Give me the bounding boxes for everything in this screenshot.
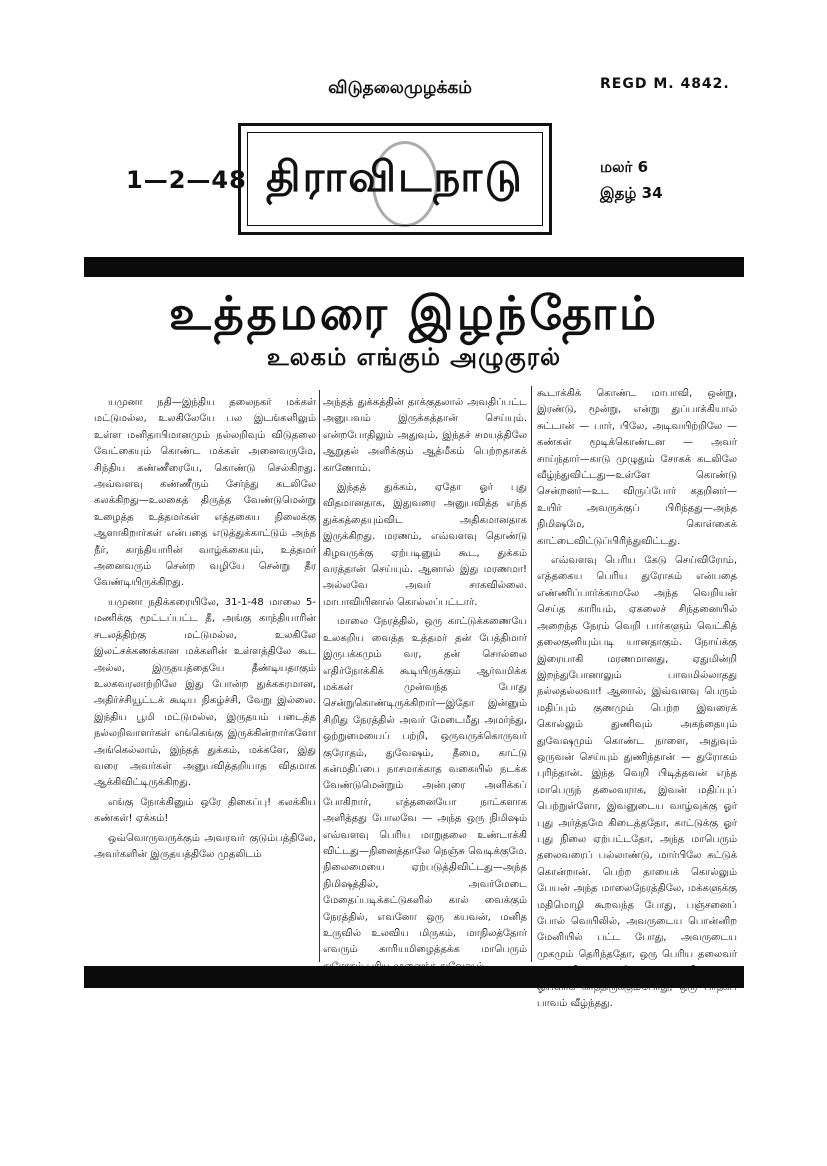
newspaper-title: திராவிடநாடு [266, 151, 524, 201]
subheadline: உலகம் எங்கும் அழுகுரல் [266, 343, 562, 371]
paragraph: மாலை நேரத்தில், ஒரு காட்டுக்கணையே உலகறிய வைத்த உத்தமர் தன் பேத்திமார் இருபக்கமும் வர, தன் சொல்லை எதிர்நோக்கிக் கூடியிருக்கும் ஆர்வமிக்க மக்கள் முன்வந்த போது சென்றுகொண்டிருக்கிறார்—இதோ இன்னும் சிறிது நேரத்தில் அவர் மேடைமீது அமர்ந்து, ஒற்றுமையைப் பற்றி, ஒருவருக்கொருவர் குரோதம், துவேஷம், தீமை, காட்டு கன்மதிப்பை நாசமாக்காத வகையில் நடக்க வேண்டுமென்றும் அன்புரை அளிக்கப் போகிறார், எத்தனையோ நாட்களாக அளித்தது போலவே — அந்த ஒரு நிமிஷம் எவ்வளவு பெரிய மாறுதலை உண்டாக்கி விட்டது—நினைத்தாலே நெஞ்சு வெடிக்குமே. நிலைமையை ஏற்படுத்திவிட்டது—அந்த நிமிஷத்தில், அவர்மேடை மேதைப்படிக்கட்டுகளில் கால் வைக்கும் நேரத்தில், எவனோ ஒரு கயவன், மனித உருவில் உலவிய மிருகம், மாநிலத்தோர் எவரும் காரியமிழைத்தக்க மாபெரும் [323, 616, 527, 956]
paragraph: யமுனா நதி—இந்திய தலைநகர் மக்கள் மட்டுமல்ல, உலகிலேயே பல இடங்களிலும் உள்ள மனிதாபிமானமும் நல்லறிவும் விடுதலை வேட்கையும் கொண்ட மக்கள் அனைவருமே, சிந்திய கண்ணீரையே, கொண்டு செல்கிறது. அவ்வளவு கண்ணீரும் சேர்ந்து கடலிலே கலக்கிறது—உலகைத் திருத்த வேண்டுமென்று உழைத்த உத்தமர்கள் எத்தகைய நிலைக்கு ஆளாகிறார்கள் என்பதை எடுத்துக்காட்டும் அந்த நீர், காந்தியாரின் வாழ்க்கையும், உத்தமர் அனைவரும் சென்ற வழியே சென்று தீர வேண்டியிருக்கிறது. [94, 397, 316, 589]
bottom-rule [84, 966, 744, 988]
paragraph: இந்தத் துக்கம், ஏதோ ஓர் புது விதமானதாக, இதுவரை அனுபவித்த எந்த துக்கத்தையும்விட அதிகமானதாக இருக்கிறது. மரணம், எவ்வளவு தொண்டு கிழவருக்கு ஏற்படினும் கூட, துக்கம் வரத்தான் செய்யும். ஆனால் இது மரணமா! அல்லவே அவர் சாகவில்லை. மாபாவியினால் கொல்லப்பட்டார். [323, 482, 527, 608]
column-divider [319, 390, 320, 962]
article-column-3 [537, 386, 737, 1010]
top-rule [84, 257, 744, 277]
masthead-title-box [238, 123, 552, 235]
masthead-motto: விடுதலைமுழக்கம் [328, 78, 472, 98]
volume-number: மலர் 6 [600, 158, 649, 176]
paragraph: ஒவ்வொருவருக்கும் அவரவர் குடும்பத்திலே, அவர்களின் இருதயத்திலே முதலிடம் [94, 832, 316, 860]
globe-emblem-icon [372, 141, 438, 227]
registration-number: REGD M. 4842. [600, 76, 730, 92]
issue-date: 1—2—48 [126, 166, 247, 194]
paragraph: யமுனா நதிக்கரையிலே, 31-1-48 மாலை 5-மணிக்கு மூட்டப்பட்ட தீ, அங்கு காந்தியாரின் சடலத்திற்கு மட்டுமல்ல, உலகிலே இலட்சக்கணக்கான மக்களின் உள்ளத்திலே கூட அல்ல, இருதயத்தையே தீண்டியதாகும் உலகவரலாற்றிலே இது போன்ற துக்ககரமான, அதிர்ச்சியூட்டக் கூடிய நிகழ்ச்சி, வேறு இல்லை. இந்திய பூமி மட்டுமல்ல, இருதயம் படைத்த நல்லறிவாளர்கள் எங்கெங்கு இருக்கின்றார்களோ அங்கெல்லாம், இந்தத் துக்கம், மக்களே, இது வரை அவர்கள் அனுபவித்தறியாத விதமாக ஆக்கிவிட்டிருக்கிறது. [94, 596, 316, 789]
issue-number: இதழ் 34 [600, 184, 663, 202]
masthead-title-frame [247, 132, 543, 226]
article-column-2 [323, 395, 527, 961]
paragraph: எவ்வளவு பெரிய கேடு செய்விரோம், எத்தகைய பெரிய துரோகம் என்பதை எண்ணிப்பார்க்காமலே அந்த வெறியன் செய்த காரியம், ஏகலைச் சிந்தனையில் அறைந்த நேரம் வெறி பார்களும் வெட்கித் தலைகுனியும்படி யானதாகும். நோய்க்கு இரையாகி மரணமானது, ஏதுமின்றி இறந்துபோனாலும் பாவமில்லாதது நல்லதல்லவா! ஆனால், இவ்வளவு பெரும் மதிப்பும் குணமும் பெற்ற இவரைக் கொல்லும் துணிவும் அகந்தையும் துவேஷமும் கொண்ட நாளை, அதுவும் ஒருவன் செய்யும் துணிந்தான் — துரோகம் புரிந்தான். இந்த வெறி பிடித்தவன் எந்த மாபெருந் தலைவராக, இவன் மதிப்புப் பெற்றுள்ளோ, இவனுடைய வாழ்வுக்கு ஓர் புது அர்த்தமே கிடைத்ததோ, காட்டுக்கு ஓர் புது நிலை ஏற்பட்டதோ, அந்த மாபெரும் தலைவரைப் பல்லாண்டு, மார்பிலே சுட்டுக் கொன்றான். பெற்ற தாயைக் கொல்லும் பேயன் அந்த மாலைநேரத்திலே, மக்களுக்கு மதிமொழி கூறவந்த போது, பஞ்சனைப் போல் வெயிலில், அவருடைய பொன்னிற மேனியில் பட்ட போது, அவருடைய முகமும் தெரிந்ததோ, ஒரு பெரிய தலைவர் பாவம் வீழ்ந்தது. [537, 555, 737, 1010]
article-column-1 [94, 395, 316, 961]
paragraph: எங்கு நோக்கினும் ஒரே திகைப்பு! கலக்கிய கண்கள்! ஏக்கம்! [94, 796, 316, 825]
paragraph: கூடாக்கிக் கொண்ட மாபாவி, ஒன்று, இரண்டு, மூன்று, என்று துப்பாக்கியால் சுட்டான் — பார், பிலே, அடிவயிற்றிலே — கண்கள் மூடிக்கொண்டன — அவர் சாய்ந்தார்—காடு முழுதும் சோகக் கடலிலே வீழ்ந்துவிட்டது—உள்ளே கொண்டு சென்றனர்—உட விருப்போர் கதறினர்—உயிர் அவருக்குப் பிரிந்தது—அந்த நிமிஷமே, கொள்கைக் காட்டைவிட்டுப்பிரிந்துவிட்டது. [537, 388, 737, 547]
paragraph: அந்தத் துக்கத்தின் தாக்குதலால் அவதிப்பட்ட அனுபவம் இருக்கத்தான் செய்யும். என்றபோதிலும் அதுவும், இந்தச் சமயத்திலே ஆறுதல் அளிக்கும் ஆத்மீகம் பெற்றதாகக் காணோம். [323, 397, 527, 474]
column-divider [531, 386, 532, 962]
headline: உத்தமரை இழந்தோம் [169, 286, 659, 340]
